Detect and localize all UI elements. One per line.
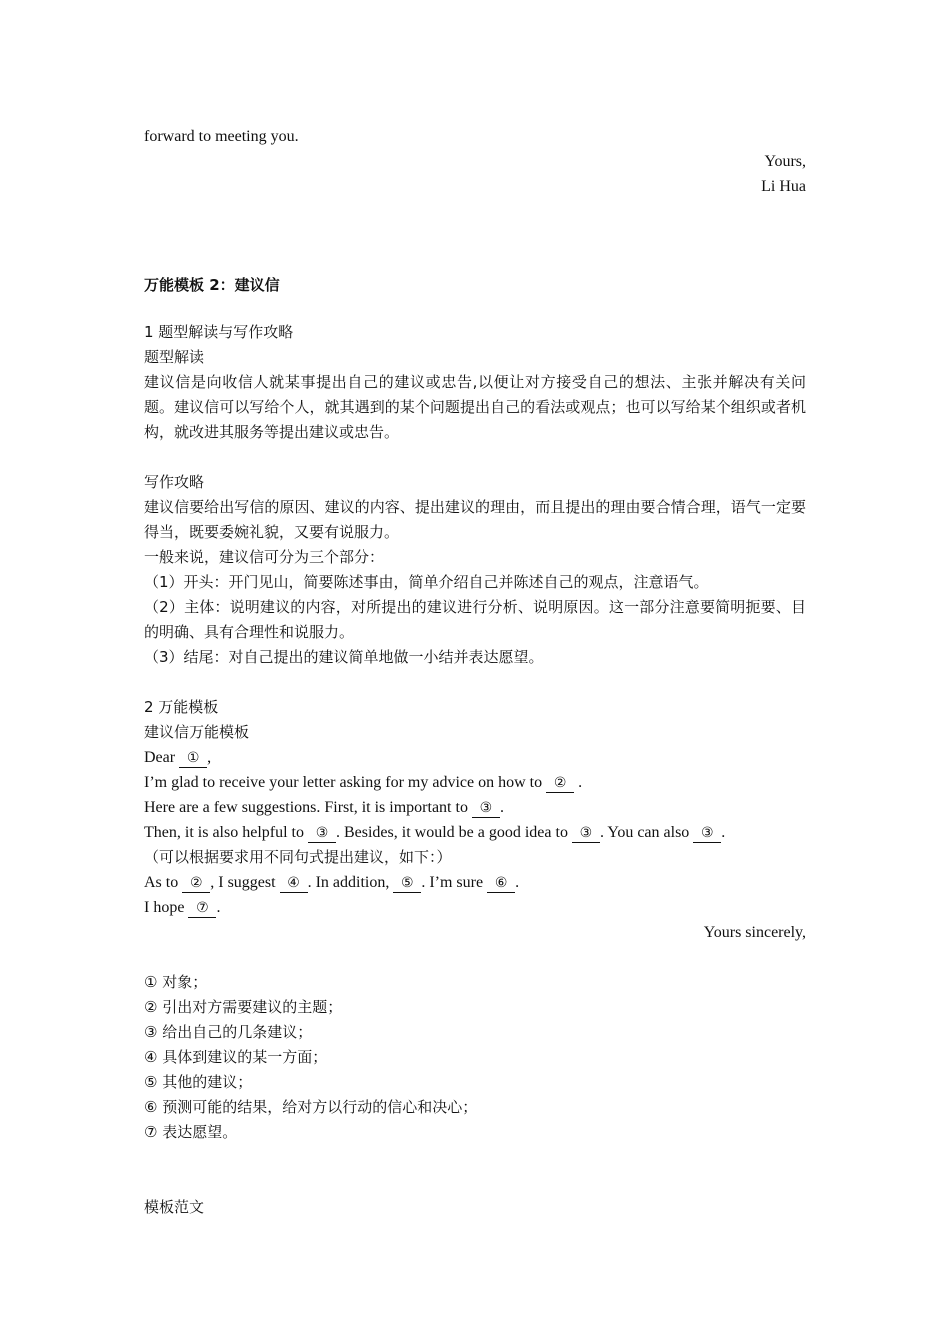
document-page: [144, 124, 806, 1220]
interpretation-text: 建议信是向收信人就某事提出自己的建议或忠告,以便让对方接受自己的想法、主张并解决有关问题。建议信可以写给个人，就其遇到的某个问题提出自己的看法或观点；也可以写给某个组织或者机构，就改进其服务等提出建议或忠告。: [144, 373, 806, 441]
template-blank-3: ③: [693, 824, 721, 843]
part1-heading: 1 题型解读与写作攻略: [144, 323, 294, 341]
template-blank-3: ③: [308, 824, 336, 843]
template-blank-1: ①: [179, 749, 207, 768]
legend-item: ④ 具体到建议的某一方面；: [144, 1048, 328, 1066]
template-blank-6: ⑥: [487, 874, 515, 893]
structure-point: （3）结尾：对自己提出的建议简单地做一小结并表达愿望。: [144, 648, 544, 666]
template-text: ,: [207, 749, 212, 766]
legend-item: ⑤ 其他的建议；: [144, 1073, 253, 1091]
legend-item: ① 对象；: [144, 973, 208, 991]
template-text: Then, it is also helpful to: [144, 824, 304, 841]
previous-letter-closing: Yours,: [764, 153, 806, 170]
sample-heading: 模板范文: [144, 1198, 205, 1216]
template-closing: Yours sincerely,: [703, 924, 806, 941]
template-line-7: [144, 895, 806, 920]
template-text: Dear: [144, 749, 176, 766]
template-text: . You can also: [599, 824, 690, 841]
template-line-6: [144, 870, 806, 895]
template-blank-3: ③: [572, 824, 600, 843]
template-blank-2: ②: [182, 874, 210, 893]
template-text: I’m glad to receive your letter asking for my advice on how to: [144, 774, 543, 791]
template-line-4: [144, 820, 806, 845]
template-blank-2: ②: [546, 774, 574, 793]
template-blank-5: ⑤: [393, 874, 421, 893]
legend-item: ③ 给出自己的几条建议；: [144, 1023, 313, 1041]
legend-item: ⑦ 表达愿望。: [144, 1123, 238, 1141]
strategy-heading: 写作攻略: [144, 473, 205, 491]
structure-point: （2）主体：说明建议的内容，对所提出的建议进行分析、说明原因。这一部分注意要简明扼要、目的明确、具有合理性和说服力。: [144, 598, 806, 641]
template-text: .: [721, 824, 726, 841]
template-text: Here are a few suggestions. First, it is important to: [144, 799, 468, 816]
template-text: . I’m sure: [421, 874, 484, 891]
structure-point: （1）开头：开门见山，简要陈述事由，简单介绍自己并陈述自己的观点，注意语气。: [144, 573, 709, 591]
section-title: 万能模板 2：建议信: [144, 276, 280, 294]
strategy-text: 建议信要给出写信的原因、建议的内容、提出建议的理由，而且提出的理由要合情合理，语气一定要得当，既要委婉礼貌，又要有说服力。: [144, 498, 806, 541]
interpretation-heading: 题型解读: [144, 348, 205, 366]
template-text: . In addition,: [307, 874, 390, 891]
template-blank-4: ④: [280, 874, 308, 893]
template-text: . Besides, it would be a good idea to: [335, 824, 568, 841]
structure-intro: 一般来说，建议信可分为三个部分：: [144, 548, 385, 566]
template-line-salutation: [144, 745, 806, 770]
part2-heading: 2 万能模板: [144, 698, 219, 716]
legend-item: ② 引出对方需要建议的主题；: [144, 998, 343, 1016]
template-text: .: [515, 874, 520, 891]
template-text: .: [578, 774, 583, 791]
legend-item: ⑥ 预测可能的结果，给对方以行动的信心和决心；: [144, 1098, 478, 1116]
template-line-3: [144, 795, 806, 820]
template-text: As to: [144, 874, 179, 891]
template-text: .: [216, 899, 221, 916]
template-blank-3: ③: [472, 799, 500, 818]
template-line-2: [144, 770, 806, 795]
template-blank-7: ⑦: [188, 899, 216, 918]
previous-letter-last-line: forward to meeting you.: [144, 128, 299, 145]
template-heading: 建议信万能模板: [144, 723, 250, 741]
template-note: （可以根据要求用不同句式提出建议，如下：）: [144, 848, 452, 866]
previous-letter-signature: Li Hua: [761, 178, 806, 195]
template-text: , I suggest: [210, 874, 276, 891]
template-text: .: [499, 799, 504, 816]
template-text: I hope: [144, 899, 185, 916]
